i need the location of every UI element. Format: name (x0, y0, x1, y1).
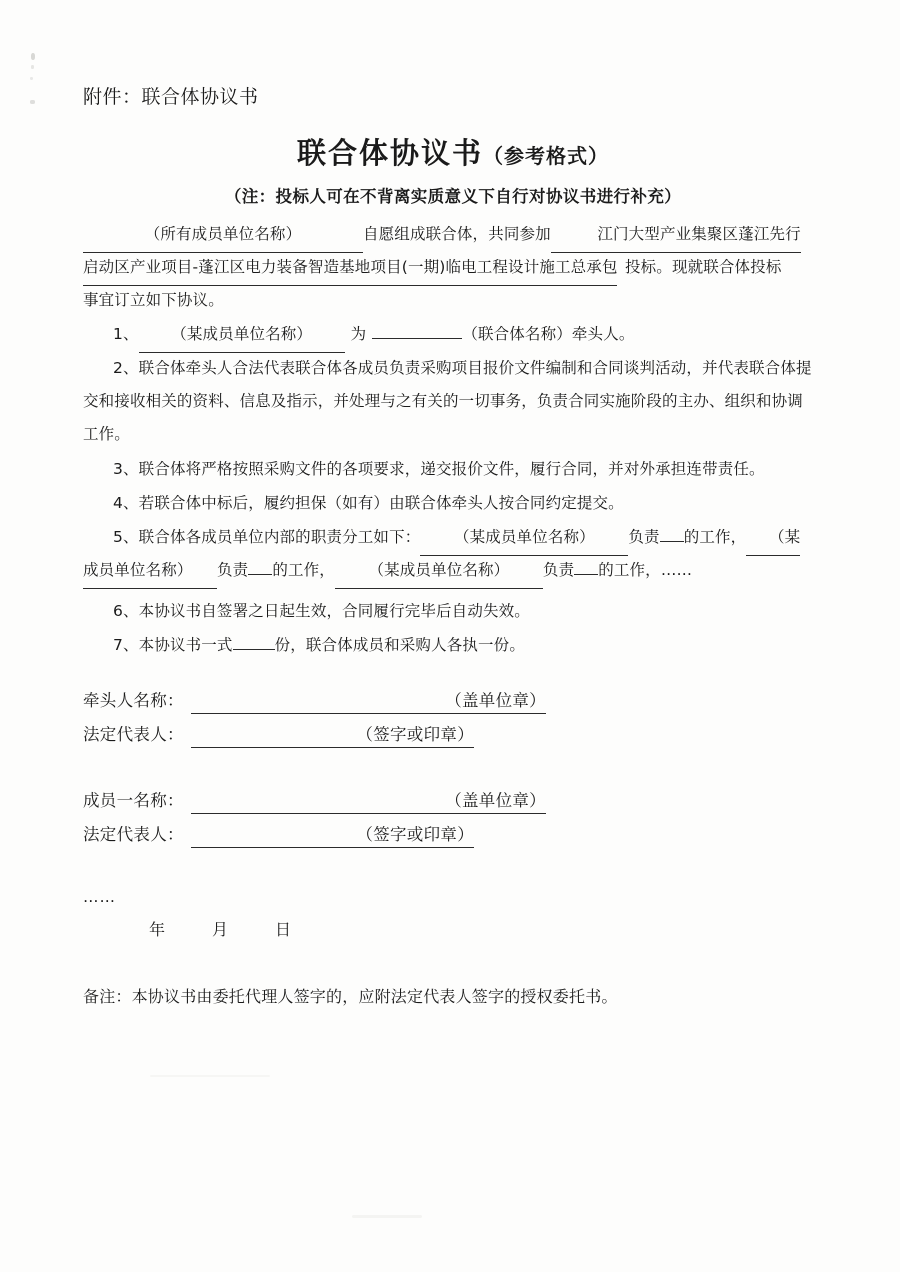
intro-line-2 (83, 251, 823, 286)
clause-5-line-1 (83, 521, 823, 556)
title-note: （注：投标人可在不背离实质意义下自行对协议书进行补充） (224, 187, 682, 206)
clause-4-number: 4、 (113, 494, 139, 512)
scan-artifact-smudge (150, 1075, 270, 1077)
blank-duty-scope-2[interactable] (248, 573, 272, 575)
signature-hint: （签字或印章） (356, 725, 474, 744)
more-members-ellipsis: …… (83, 888, 116, 906)
date-month-label: 月 (212, 920, 230, 939)
blank-consortium-name[interactable] (372, 337, 462, 339)
clause-3-text: 联合体将严格按照采购文件的各项要求，递交报价文件，履行合同，并对外承担连带责任。 (138, 460, 765, 478)
clause-2-line-1 (83, 352, 823, 385)
clause-7 (83, 629, 823, 662)
blank-duty-member-2-part1[interactable]: （某 (746, 521, 800, 556)
blank-member-name-1[interactable]: （某成员单位名称） (139, 318, 345, 353)
clause-1-number: 1、 (113, 325, 139, 343)
clause-5-lead-text: 联合体各成员单位内部的职责分工如下： (138, 528, 421, 546)
date-line (149, 917, 292, 940)
clause-7-text-after: 份，联合体成员和采购人各执一份。 (274, 636, 525, 654)
blank-copy-count[interactable] (233, 648, 275, 650)
intro-line-1 (83, 218, 823, 253)
clause-7-text-before: 本协议书一式 (138, 636, 233, 654)
clause-6-text: 本协议书自签署之日起生效，合同履行完毕后自动失效。 (138, 602, 530, 620)
signature-input-leader-name[interactable] (191, 687, 546, 714)
signature-hint: （盖单位章） (445, 691, 546, 710)
clause-5-line-2 (83, 554, 823, 589)
blank-project-name-line2[interactable]: 启动区产业项目-蓬江区电力装备智造基地项目(一期)临电工程设计施工总承包 (83, 251, 617, 286)
intro-text-after-members: 自愿组成联合体，共同参加 (363, 225, 551, 243)
signature-row-leader-legal-rep (83, 721, 474, 748)
clause-3-number: 3、 (113, 460, 139, 478)
clause-4-text: 若联合体中标后，履约担保（如有）由联合体牵头人按合同约定提交。 (138, 494, 624, 512)
signature-label: 法定代表人： (83, 725, 184, 744)
page-title-suffix: （参考格式） (483, 144, 609, 168)
clause-5-work-text-1: 的工作， (683, 528, 747, 546)
signature-label: 成员一名称： (83, 791, 184, 810)
clause-5-work-text-2: 的工作， (272, 561, 335, 579)
attachment-label: 附件：联合体协议书 (83, 86, 259, 108)
scan-artifact-speck (30, 100, 35, 104)
clause-6 (83, 595, 823, 628)
clause-1-consortium-hint: （联合体名称） (462, 325, 572, 343)
signature-row-member1-name (83, 787, 546, 814)
clause-1 (83, 318, 823, 353)
clause-4 (83, 487, 823, 520)
clause-5-number: 5、 (113, 528, 139, 546)
signature-hint: （盖单位章） (445, 791, 546, 810)
signature-input-leader-legal-rep[interactable] (191, 721, 474, 748)
clause-6-number: 6、 (113, 602, 139, 620)
clause-2-line-3: 工作。 (83, 425, 130, 443)
date-day-label: 日 (275, 920, 293, 939)
signature-row-member1-legal-rep (83, 821, 474, 848)
blank-duty-scope-3[interactable] (574, 573, 598, 575)
scan-artifact-speck (30, 77, 33, 80)
blank-duty-member-2-part2[interactable]: 成员单位名称） (83, 554, 217, 589)
signature-label: 法定代表人： (83, 825, 184, 844)
scan-artifact-speck (31, 53, 35, 60)
blank-duty-member-1[interactable]: （某成员单位名称） (420, 521, 628, 556)
clause-1-mid-text: 为 (350, 325, 367, 343)
signature-hint: （签字或印章） (356, 825, 474, 844)
date-year-label: 年 (149, 920, 167, 939)
clause-7-number: 7、 (113, 636, 139, 654)
scan-artifact-speck (31, 65, 34, 69)
page-title-main: 联合体协议书 (296, 136, 483, 170)
clause-5-duty-text-1: 负责 (628, 528, 660, 546)
blank-duty-scope-1[interactable] (660, 540, 684, 542)
clause-5-duty-text-2: 负责 (217, 561, 249, 579)
intro-text-after-project: 投标。现就联合体投标 (625, 258, 782, 276)
signature-label: 牵头人名称： (83, 691, 184, 710)
signature-input-member1-name[interactable] (191, 787, 546, 814)
intro-line-3: 事宜订立如下协议。 (83, 291, 224, 309)
page-title (83, 131, 823, 172)
clause-5-work-text-3: 的工作，…… (598, 561, 693, 579)
blank-project-name-line1[interactable]: 江门大型产业集聚区蓬江先行 (551, 218, 801, 253)
clause-2-text-1: 联合体牵头人合法代表联合体各成员负责采购项目报价文件编制和合同谈判活动，并代表联合体提 (138, 359, 812, 377)
signature-row-leader-name (83, 687, 546, 714)
signature-input-member1-legal-rep[interactable] (191, 821, 474, 848)
blank-all-member-names[interactable]: （所有成员单位名称） (83, 218, 363, 253)
clause-2-line-2: 交和接收相关的资料、信息及指示，并处理与之有关的一切事务，负责合同实施阶段的主办、组织和协调 (83, 392, 803, 410)
footer-remark: 备注：本协议书由委托代理人签字的，应附法定代表人签字的授权委托书。 (83, 987, 618, 1006)
clause-3 (83, 453, 823, 486)
clause-2-number: 2、 (113, 359, 139, 377)
clause-1-tail-text: 牵头人。 (571, 325, 635, 343)
scan-artifact-smudge (352, 1215, 422, 1218)
blank-duty-member-3[interactable]: （某成员单位名称） (335, 554, 543, 589)
clause-5-duty-text-3: 负责 (542, 561, 575, 579)
